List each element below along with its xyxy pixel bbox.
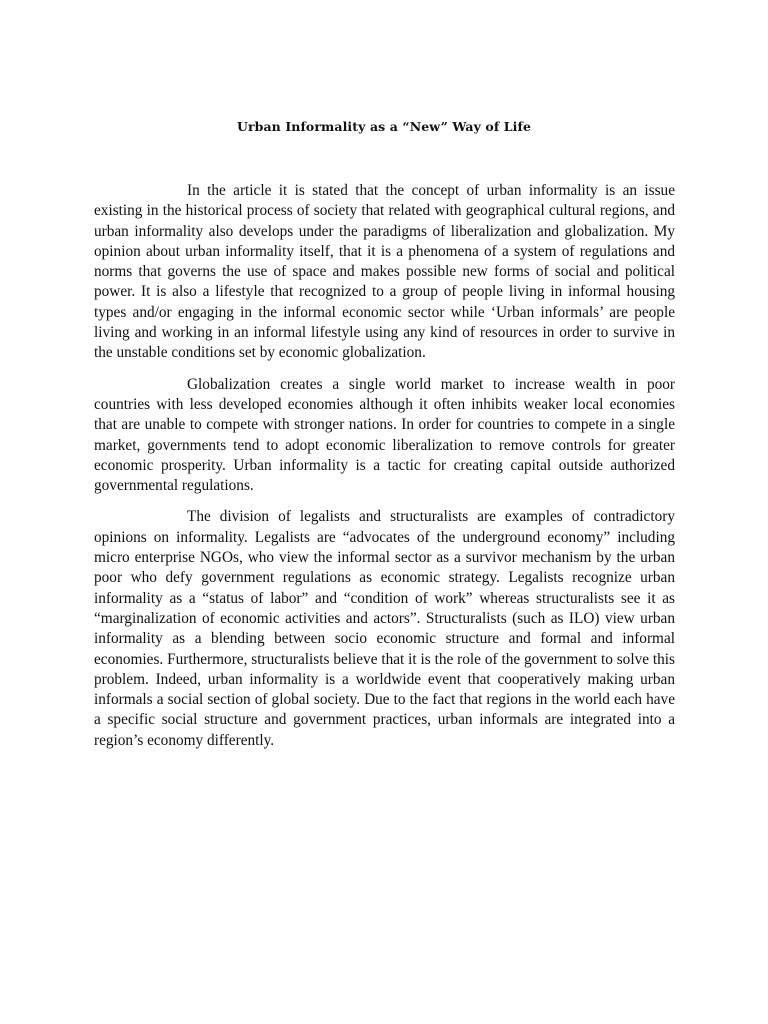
paragraph-1: In the article it is stated that the concept of urban informality is an issue existing in the historical process of society that related with geographical cultural regions, and urban informality also develops under the paradigms of liberalization and globalization. My opinion about urban informality itself, that it is a phenomena of a system of regulations and norms that governs the use of space and makes possible new forms of social and political power. It is also a lifestyle that recognized to a group of people living in informal housing types and/or engaging in the informal economic sector while ‘Urban informals’ are people living and working in an informal lifestyle using any kind of resources in order to survive in the unstable conditions set by economic globalization. <box>94 182 675 362</box>
document-title: Urban Informality as a “New” Way of Life <box>236 119 532 134</box>
document-body <box>94 181 675 762</box>
paragraph-2: Globalization creates a single world market to increase wealth in poor countries with less developed economies although it often inhibits weaker local economies that are unable to compete with stronger nations. In order for countries to compete in a single market, governments tend to adopt economic liberalization to remove controls for greater economic prosperity. Urban informality is a tactic for creating capital outside authorized governmental regulations. <box>94 375 675 495</box>
paragraph-3: The division of legalists and structuralists are examples of contradictory opinions on informality. Legalists are “advocates of the underground economy” including micro enterprise NGOs, who view the informal sector as a survivor mechanism by the urban poor who defy government regulations as economic strategy. Legalists recognize urban informality as a “status of labor” and “condition of work” whereas structuralists see it as “marginalization of economic activities and actors”. Structuralists (such as ILO) view urban informality as a blending between socio economic structure and formal and informal economies. Furthermore, structuralists believe that it is the role of the government to solve this problem. Indeed, urban informality is a worldwide event that cooperatively making urban informals a social section of global society. Due to the fact that regions in the world each have a specific social structure and government practices, urban informals are integrated into a region’s economy differently. <box>94 508 675 749</box>
